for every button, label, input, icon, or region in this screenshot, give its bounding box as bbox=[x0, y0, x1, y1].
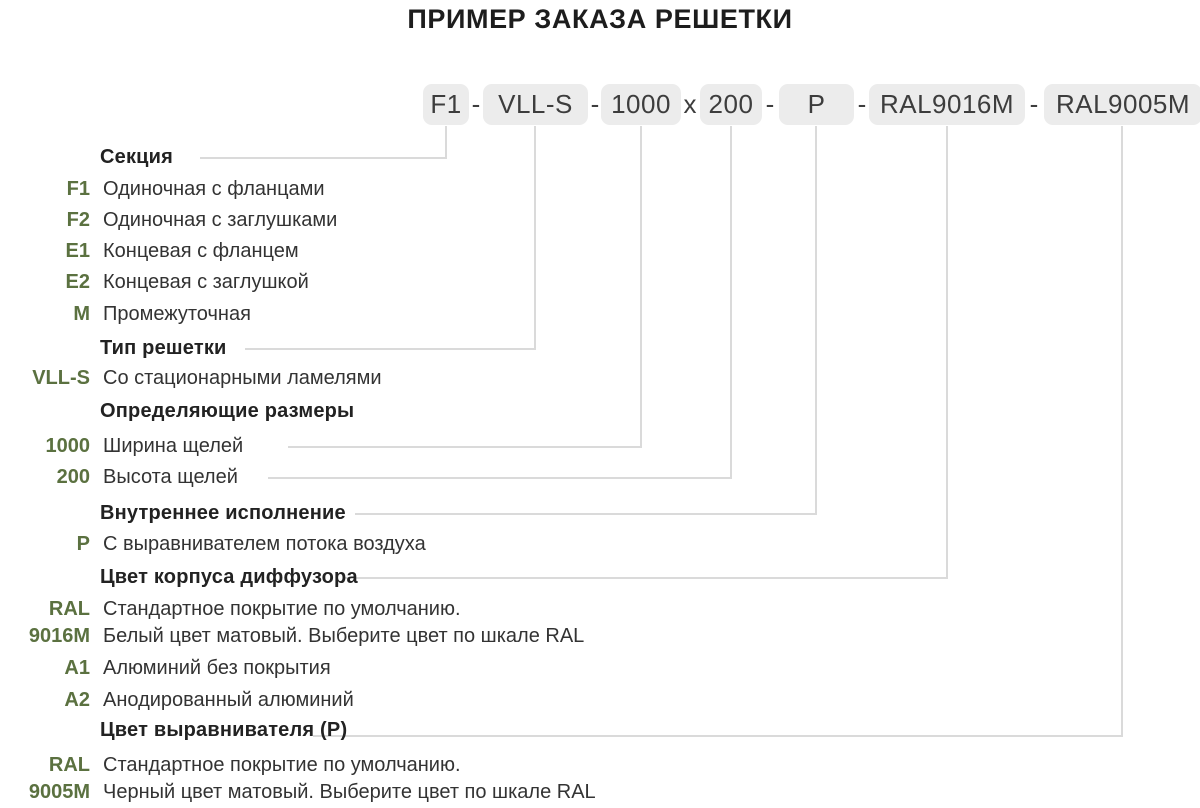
section-header-internal bbox=[0, 503, 346, 524]
item-code: A2 bbox=[64, 689, 90, 711]
section-header-grille-type bbox=[0, 338, 227, 359]
legend-item-a1 bbox=[0, 658, 331, 679]
connector-height bbox=[268, 126, 731, 478]
item-code: 1000 bbox=[45, 435, 90, 457]
legend-item-f1 bbox=[0, 179, 325, 200]
item-code: P bbox=[76, 533, 90, 555]
code-separator: - bbox=[1029, 89, 1039, 119]
connector-type bbox=[245, 126, 535, 349]
item-description: Одиночная с заглушками bbox=[103, 209, 338, 231]
section-header-body-color bbox=[0, 567, 358, 588]
connector-internal bbox=[355, 126, 816, 514]
item-description: Одиночная с фланцами bbox=[103, 178, 325, 200]
connector-section bbox=[200, 126, 446, 158]
legend-item-ral9016m bbox=[0, 596, 584, 650]
code-separator: - bbox=[857, 89, 867, 119]
header-label: Тип решетки bbox=[100, 337, 227, 359]
item-description: С выравнивателем потока воздуха bbox=[103, 533, 426, 555]
page-title: ПРИМЕР ЗАКАЗА РЕШЕТКИ bbox=[407, 4, 793, 34]
header-label: Внутреннее исполнение bbox=[100, 502, 346, 524]
item-code: E2 bbox=[65, 271, 90, 293]
item-description: Ширина щелей bbox=[103, 435, 244, 457]
item-description: Алюминий без покрытия bbox=[103, 657, 331, 679]
code-segment-type: VLL-S bbox=[483, 84, 588, 125]
header-label: Цвет выравнивателя (P) bbox=[100, 719, 348, 741]
item-code: 200 bbox=[56, 466, 90, 488]
item-description: Промежуточная bbox=[103, 303, 251, 325]
item-description: Концевая с заглушкой bbox=[103, 271, 309, 293]
connector-body-color bbox=[345, 126, 947, 578]
legend-item-a2 bbox=[0, 690, 354, 711]
item-description: Стандартное покрытие по умолчанию. Черный цвет матовый. Выберите цвет по шкале RAL bbox=[103, 754, 596, 803]
code-separator: - bbox=[590, 89, 600, 119]
item-code: E1 bbox=[65, 240, 90, 262]
legend-item-ral9005m bbox=[0, 752, 596, 806]
item-description: Со стационарными ламелями bbox=[103, 367, 382, 389]
legend-item-f2 bbox=[0, 210, 337, 231]
header-label: Цвет корпуса диффузора bbox=[100, 566, 358, 588]
code-segment-width: 1000 bbox=[601, 84, 681, 125]
item-code: F2 bbox=[66, 209, 90, 231]
item-code: RAL 9005M bbox=[28, 754, 90, 803]
legend-item-width bbox=[0, 436, 243, 457]
item-description: Стандартное покрытие по умолчанию. Белый цвет матовый. Выберите цвет по шкале RAL bbox=[103, 598, 585, 647]
section-header-dimensions bbox=[0, 401, 354, 422]
item-code: RAL 9016M bbox=[28, 598, 90, 647]
item-code: A1 bbox=[64, 657, 90, 679]
item-code: M bbox=[73, 303, 90, 325]
legend-item-m bbox=[0, 304, 251, 325]
code-segment-height: 200 bbox=[700, 84, 762, 125]
header-label: Определяющие размеры bbox=[100, 400, 355, 422]
legend-item-e1 bbox=[0, 241, 299, 262]
header-label: Секция bbox=[100, 146, 174, 168]
code-segment-equalizer-color: RAL9005M bbox=[1044, 84, 1200, 125]
legend-item-e2 bbox=[0, 272, 309, 293]
code-segment-internal: P bbox=[779, 84, 854, 125]
legend-item-height bbox=[0, 467, 238, 488]
section-header-section bbox=[0, 147, 173, 168]
item-description: Высота щелей bbox=[103, 466, 238, 488]
code-separator: - bbox=[471, 89, 481, 119]
item-description: Концевая с фланцем bbox=[103, 240, 299, 262]
code-segment-section: F1 bbox=[423, 84, 469, 125]
connector-width bbox=[288, 126, 641, 447]
item-description: Анодированный алюминий bbox=[103, 689, 354, 711]
item-code: VLL-S bbox=[32, 367, 90, 389]
section-header-equalizer-color bbox=[0, 720, 347, 741]
code-segment-body-color: RAL9016M bbox=[869, 84, 1025, 125]
code-separator: x bbox=[683, 89, 697, 119]
code-separator: - bbox=[765, 89, 775, 119]
item-code: F1 bbox=[66, 178, 90, 200]
legend-item-p bbox=[0, 534, 426, 555]
legend-item-vll-s bbox=[0, 368, 382, 389]
